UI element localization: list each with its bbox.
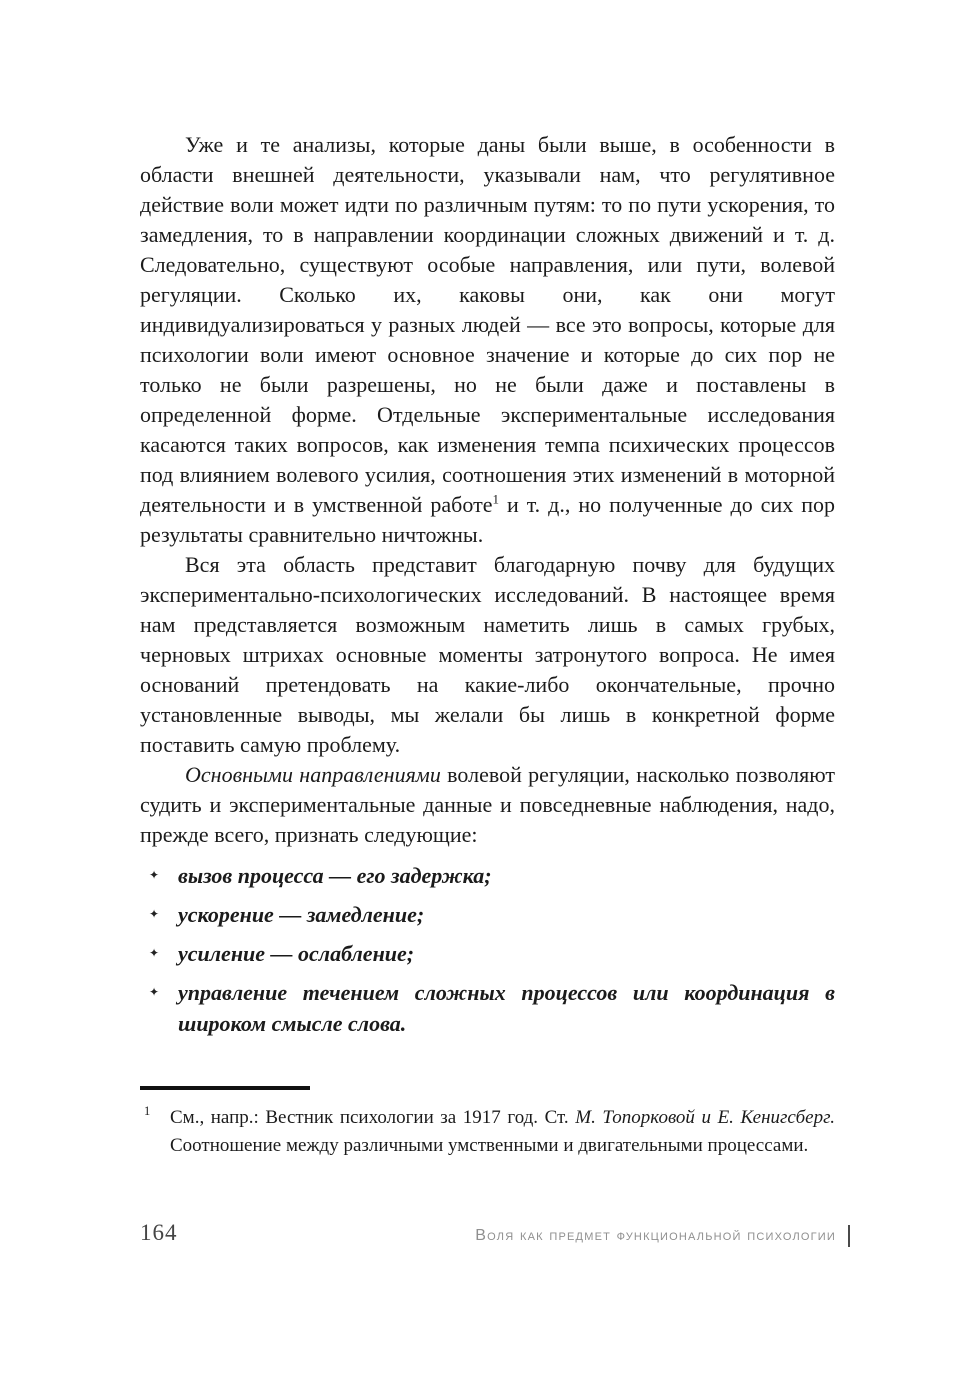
page-number: 164 — [140, 1220, 178, 1245]
diamond-bullet-icon: ✦ — [149, 985, 160, 999]
list-item — [140, 938, 835, 969]
list-item-text: управление течением сложных процессов или координация в широком смысле слова. — [178, 980, 835, 1036]
list-item-text: вызов процесса — его задержка; — [178, 863, 492, 888]
paragraph-1-continuation: и т. д., но полученные до сих пор результаты сравнительно ничтожны. — [140, 492, 835, 547]
footnote-separator-rule — [140, 1086, 310, 1090]
footer-rule — [848, 1225, 850, 1247]
paragraph-2: Вся эта область представит благодарную почву для будущих экспериментально-психологических исследований. В настоящее время нам представляется возможным наметить лишь в самых грубых, черновых штрихах основные моменты затронутого вопроса. Не имея оснований претендовать на какие-либо окончательные, прочно установленные выводы, мы желали бы лишь в конкретной форме поставить самую проблему. — [140, 552, 835, 757]
diamond-bullet-icon: ✦ — [149, 907, 160, 921]
page-body — [140, 130, 835, 1039]
footnote-reference: 1 — [492, 491, 499, 507]
list-item — [140, 860, 835, 891]
running-title: Воля как предмет функциональной психологии — [475, 1227, 836, 1244]
list-item — [140, 899, 835, 930]
paragraph-3-text: волевой регуляции, насколько позволяют судить и экспериментальные данные и повседневные наблюдения, надо, прежде всего, признать следующие: — [140, 762, 835, 847]
list-item — [140, 977, 835, 1039]
footnote-section — [140, 1086, 835, 1159]
footnote-authors-italic: М. Топорковой и Е. Кенигсберг. — [575, 1107, 835, 1128]
list-item-text: усиление — ослабление; — [178, 941, 415, 966]
running-head — [475, 1225, 850, 1247]
directions-list — [140, 860, 835, 1039]
footnote-text-continuation: Соотношение между различными умственными и двигательными процессами. — [170, 1134, 809, 1156]
paragraph-3 — [140, 760, 835, 850]
footnote-text: См., напр.: Вестник психологии за 1917 год. Ст. — [170, 1107, 576, 1128]
paragraph-1-text: Уже и те анализы, которые даны были выше, в особенности в области внешней деятельности, указывали нам, что регулятивное действие воли может идти по различным путям: то по пути ускорения, то замедления, то в направлении координации сложных движений и т. д. Следовательно, существуют особые направления, или пути, волевой регуляции. Сколько их, каковы они, как они могут индивидуализироваться у разных людей — все это вопросы, которые для психологии воли имеют основное значение и которые до сих пор не только не были разрешены, но не были даже и поставлены в определенной форме. Отдельные экспериментальные исследования касаются таких вопросов, как изменения темпа психических процессов под влиянием волевого усилия, соотношения этих изменений в моторной деятельности и в умственной работе — [140, 132, 835, 517]
paragraph-3-lead-italic: Основными направлениями — [185, 762, 441, 787]
paragraph-1 — [140, 130, 835, 550]
diamond-bullet-icon: ✦ — [149, 868, 160, 882]
diamond-bullet-icon: ✦ — [149, 946, 160, 960]
page-footer — [140, 1220, 850, 1247]
footnote-marker: 1 — [144, 1104, 151, 1118]
list-item-text: ускорение — замедление; — [178, 902, 425, 927]
footnote — [140, 1104, 835, 1159]
